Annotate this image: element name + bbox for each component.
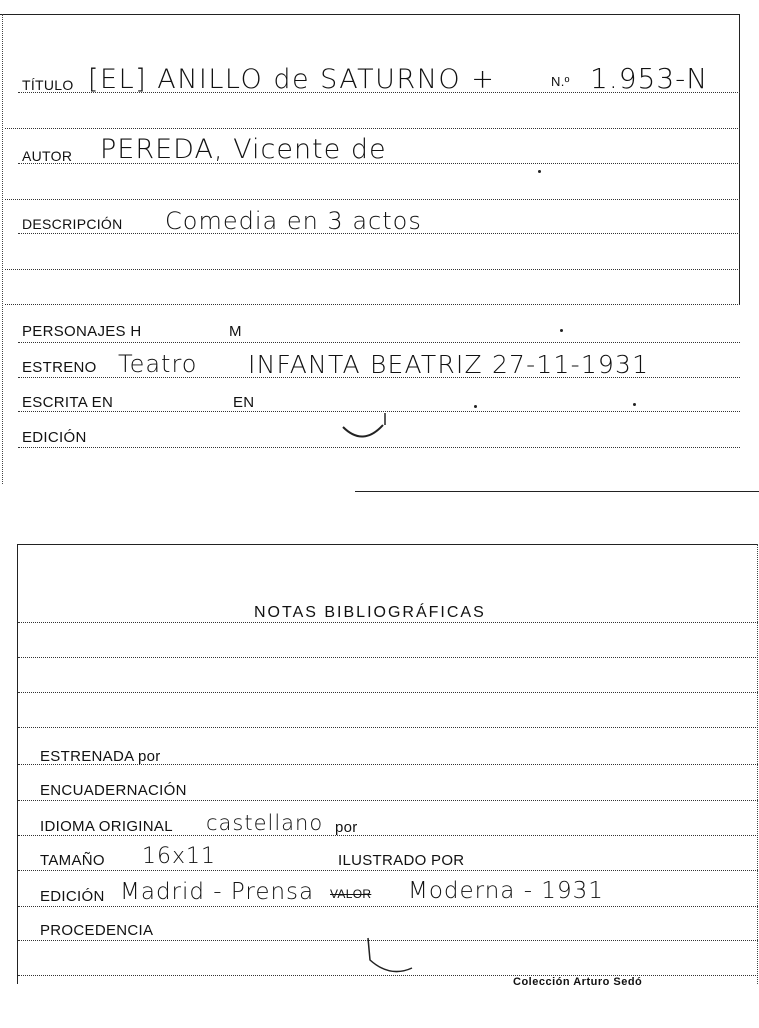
numero-label: N.º xyxy=(551,74,570,89)
rule-line xyxy=(18,622,758,623)
autor-value: PEREDA, Vicente de xyxy=(100,134,387,165)
estreno-value: Teatro xyxy=(118,350,198,378)
card-top-edge xyxy=(18,544,758,545)
estrenada-label: ESTRENADA por xyxy=(40,748,161,765)
idioma-value: castellano xyxy=(206,811,324,835)
tamano-value: 16x11 xyxy=(142,844,217,869)
escrita-label: ESCRITA EN xyxy=(22,394,114,411)
collection-stamp: Colección Arturo Sedó xyxy=(513,976,643,988)
ilustrado-label: ILUSTRADO POR xyxy=(338,852,465,869)
idioma-label: IDIOMA ORIGINAL xyxy=(40,818,173,835)
rule-line xyxy=(18,835,758,836)
edicion-value: Madrid - Prensa xyxy=(120,879,315,905)
descripcion-value: Comedia en 3 actos xyxy=(165,207,422,235)
rule-line xyxy=(18,727,758,728)
rule-line xyxy=(18,657,758,658)
titulo-label: TÍTULO xyxy=(22,77,74,93)
autor-label: AUTOR xyxy=(22,148,73,164)
personajes-label: PERSONAJES H xyxy=(22,323,142,340)
rule-line xyxy=(18,870,758,871)
estreno-value-2: INFANTA BEATRIZ 27-11-1931 xyxy=(248,350,650,379)
rule-line xyxy=(18,800,758,801)
procedencia-label: PROCEDENCIA xyxy=(40,922,154,939)
valor-label: VALOR xyxy=(330,887,372,901)
rule-line xyxy=(18,692,758,693)
personajes-m-label: M xyxy=(229,323,242,340)
numero-value: 1.953-N xyxy=(590,62,709,95)
idioma-por-label: por xyxy=(335,819,358,836)
escrita-en-label: EN xyxy=(233,394,255,411)
rule-line xyxy=(18,906,758,907)
edicion-value-2: Moderna - 1931 xyxy=(408,878,604,904)
descripcion-label: DESCRIPCIÓN xyxy=(22,216,123,232)
edicion-label: EDICIÓN xyxy=(40,888,105,905)
tamano-label: TAMAÑO xyxy=(40,852,105,869)
estreno-label: ESTRENO xyxy=(22,359,97,376)
titulo-value: [EL] ANILLO de SATURNO + xyxy=(88,64,496,95)
notas-title: NOTAS BIBLIOGRÁFICAS xyxy=(254,604,486,621)
edicion-label: EDICIÓN xyxy=(22,429,87,446)
encuadernacion-label: ENCUADERNACIÓN xyxy=(40,782,187,799)
punch-hole-icon xyxy=(360,930,420,980)
